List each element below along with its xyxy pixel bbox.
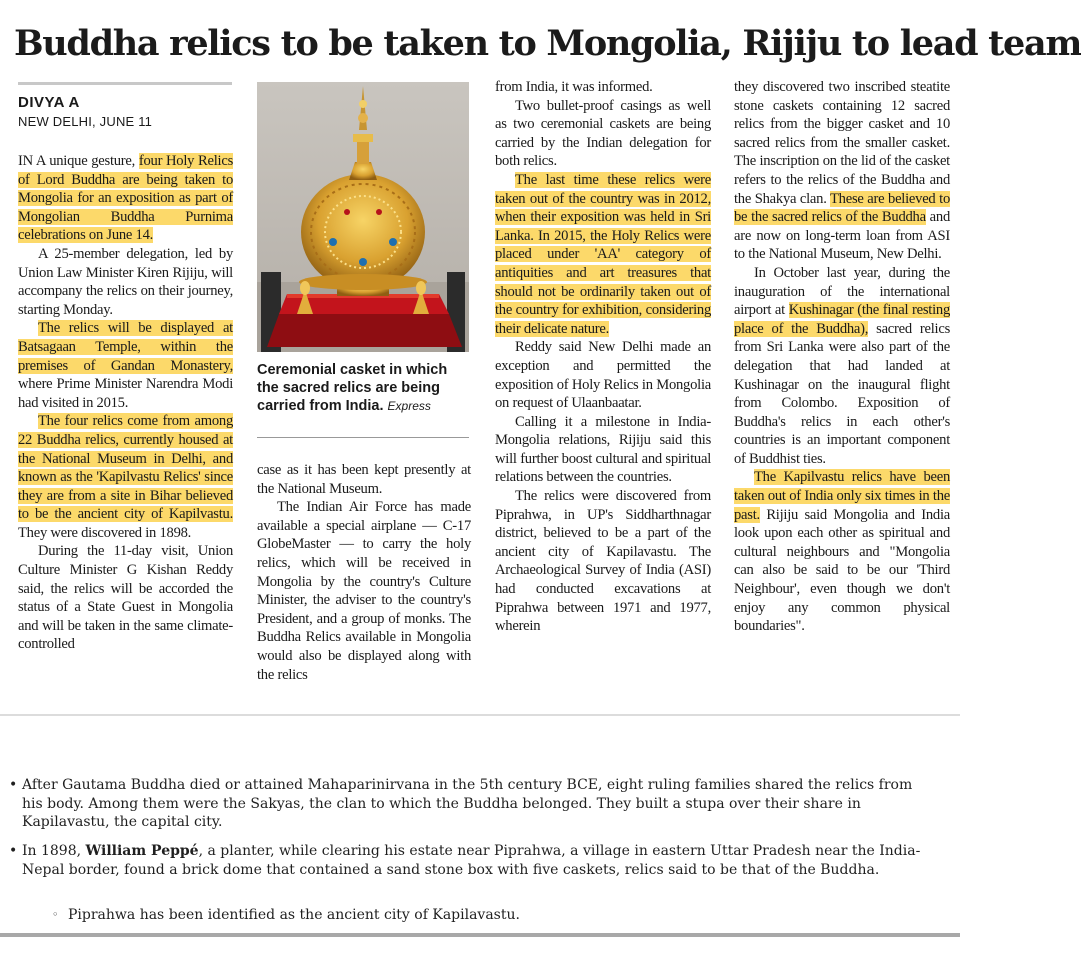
paragraph: Reddy said New Delhi made an exception and permitted the exposition of Holy Relics in Mongolia on request of Ulaanbaatar.	[495, 339, 711, 412]
article-column-2	[257, 461, 471, 684]
text-run: sacred relics from Sri Lanka were also part of the delegation that had landed at Kushinagar on the inaugural flight from Colombo. Exposition of Buddha's relics in each other's countries is an important component of Buddhist ties.	[734, 320, 951, 467]
bottom-border	[0, 933, 960, 937]
paragraph: from India, it was informed.	[495, 79, 653, 95]
paragraph	[734, 78, 950, 264]
headline: Buddha relics to be taken to Mongolia, Rijiju to lead team	[14, 23, 1081, 64]
paragraph	[18, 412, 233, 542]
highlighted-text: These are believed to be the sacred relics of the Buddha	[734, 190, 950, 226]
bullet-icon: •	[9, 777, 18, 793]
note-text: Piprahwa has been identified as the ancient city of Kapilavastu.	[68, 907, 520, 923]
photo-caption	[257, 361, 469, 415]
dateline: NEW DELHI, JUNE 11	[18, 114, 153, 129]
paragraph	[18, 319, 233, 412]
casket-photo	[257, 82, 469, 352]
highlighted-text: The last time these relics were taken out of the country was in 2012, when their exposition was held in Sri Lanka. In 2015, the Holy Relics were placed under 'AA' category of antiquities and art treasures that should not be ordinarily taken out of the country for exhibition, considering their delicate nature.	[495, 171, 711, 337]
article-column-4	[734, 78, 950, 636]
text-run: they discovered two inscribed steatite stone caskets containing 12 sacred relics from the bigger casket and 10 sacred relics from the smaller casket. The inscription on the lid of the casket refers to the relics of the Buddha and the Shakya clan.	[734, 79, 950, 207]
byline-rule	[18, 82, 232, 85]
text-run: They were discovered in 1898.	[18, 524, 192, 541]
paragraph: case as it has been kept presently at the National Museum.	[257, 462, 471, 497]
text-run: IN A unique gesture,	[18, 153, 139, 169]
paragraph	[734, 468, 950, 635]
article-column-3	[495, 78, 711, 636]
note-text: After Gautama Buddha died or attained Mahaparinirvana in the 5th century BCE, eight ruling families shared the relics from his body. Among them were the Sakyas, the clan to which the Buddha belonged. They built a stupa over their share in Kapilavastu, the capital city.	[22, 777, 913, 830]
bullet-icon: •	[9, 843, 18, 859]
highlighted-text: The relics will be displayed at Batsagaan Temple, within the premises of Gandan Monastery,	[18, 320, 233, 374]
article-column-1	[18, 152, 233, 654]
note-bold-name: William Peppé	[85, 843, 199, 859]
paragraph	[734, 264, 950, 469]
text-run: In October last year, during the inauguration of the international airport at	[734, 264, 950, 319]
paragraph: The Indian Air Force has made available a special airplane — C-17 GlobeMaster — to carry the holy relics, which will be received in Mongolia by the country's Culture Minister, the adviser to the country's President, and a group of monks. The Buddha Relics available in Mongolia would also be displayed along with the relics	[257, 499, 471, 683]
highlighted-text: Kushinagar (the final resting place of the Buddha),	[734, 302, 951, 337]
hollow-bullet-icon: ◦	[52, 908, 59, 921]
note-text: In 1898,	[22, 843, 86, 859]
caption-rule	[257, 437, 469, 438]
note-sub-bullet	[52, 906, 928, 925]
paragraph: Calling it a milestone in India-Mongolia relations, Rijiju said this will further boost cultural and spiritual relations between the countries.	[495, 413, 711, 486]
paragraph: Two bullet-proof casings as well as two ceremonial caskets are being carried by the Indian delegation for both relics.	[495, 97, 711, 170]
highlighted-text: The four relics come from among 22 Buddha relics, currently housed at the National Museum in Delhi, and known as the 'Kapilvastu Relics' since they are from a site in Bihar believed to be the ancient city of Kapilvastu.	[18, 413, 233, 523]
paragraph	[495, 171, 711, 338]
note-bullet	[9, 842, 937, 879]
text-run: Rijiju said Mongolia and India look upon each other as spiritual and cultural neighbours and "Mongolia can also be said to be our 'Third Neighbour', even though we don't enjoy any common physical boundaries".	[734, 506, 950, 635]
paragraph	[18, 152, 233, 245]
text-run: and are now on long-term loan from ASI to the National Museum, New Delhi.	[734, 209, 950, 263]
notes-section	[0, 716, 960, 938]
paragraph: During the 11-day visit, Union Culture Minister G Kishan Reddy said, the relics will be accorded the status of a State Guest in Mongolia and will be taken in the same climate-controlled	[18, 543, 233, 653]
text-run: where Prime Minister Narendra Modi had visited in 2015.	[18, 376, 233, 411]
highlighted-text: four Holy Relics of Lord Buddha are being taken to Mongolia for an exposition as part of Mongolian Buddha Purnima celebrations on June 14.	[18, 153, 233, 244]
photo-credit: Express	[387, 399, 431, 413]
byline: DIVYA A	[18, 94, 80, 111]
golden-casket-illustration	[257, 82, 469, 352]
highlighted-text: The Kapilvastu relics have been taken out of India only six times in the past.	[734, 469, 950, 523]
paragraph: A 25-member delegation, led by Union Law Minister Kiren Rijiju, will accompany the relics on their journey, starting Monday.	[18, 245, 233, 318]
caption-text: Ceremonial casket in which the sacred relics are being carried from India.	[257, 362, 448, 414]
paragraph: The relics were discovered from Piprahwa, in UP's Siddharthnagar district, believed to be a part of the ancient city of Kapilavastu. The Archaeological Survey of India (ASI) had conducted excavations at Piprahwa between 1971 and 1977, wherein	[495, 488, 711, 635]
note-text: , a planter, while clearing his estate near Piprahwa, a village in eastern Uttar Pradesh near the India-Nepal border, found a brick dome that contained a sand stone box with five caskets, relics said to be that of the Buddha.	[22, 843, 921, 878]
note-bullet	[9, 776, 937, 832]
